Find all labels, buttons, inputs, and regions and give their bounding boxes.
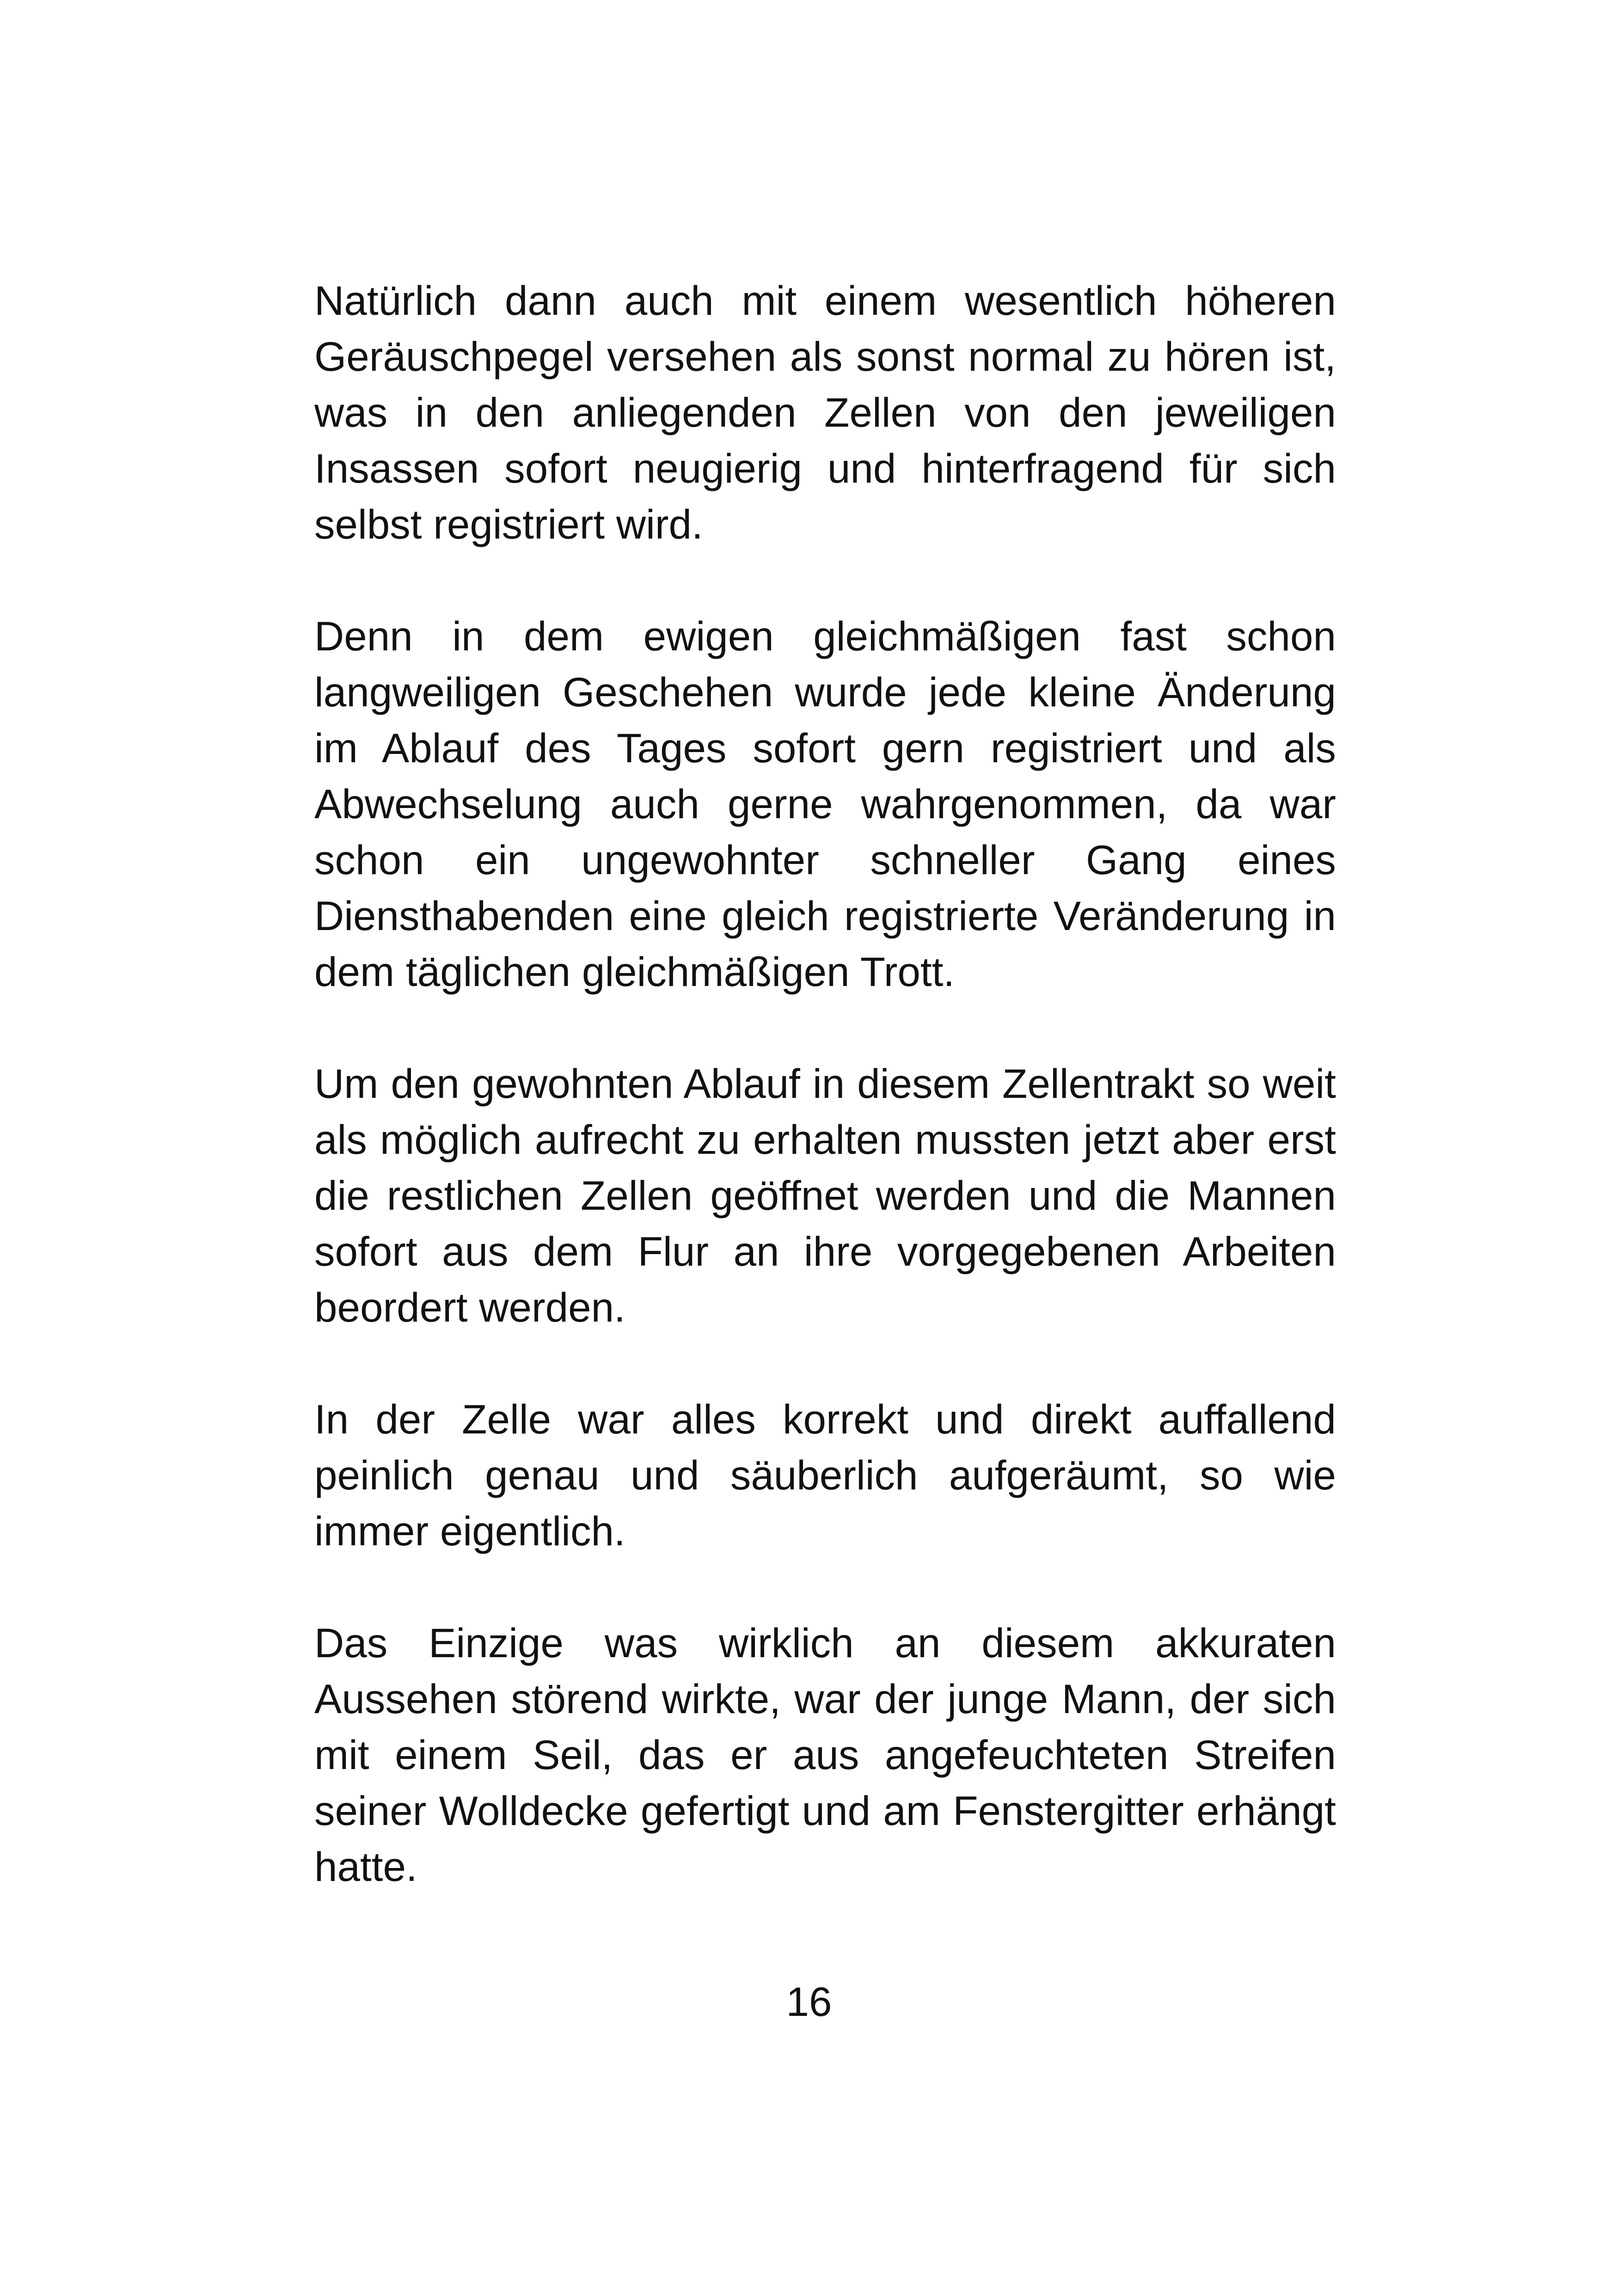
paragraph-3: Um den gewohnten Ablauf in diesem Zellentrakt so weit als möglich aufrecht zu erhalten mussten jetzt aber erst die restlichen Zellen geöffnet werden und die Mannen sofort aus dem Flur an ihre vorgegebenen Arbeiten beordert werden.	[314, 1060, 1336, 1330]
paragraph-4: In der Zelle war alles korrekt und direkt auffallend peinlich genau und säuberlich aufgeräumt, so wie immer eigentlich.	[314, 1396, 1336, 1554]
paragraph-1: Natürlich dann auch mit einem wesentlich höheren Geräuschpegel versehen als sonst normal zu hören ist, was in den anliegenden Zellen von den jeweiligen Insassen sofort neugierig und hinterfragend für sich selbst registriert wird.	[314, 277, 1336, 547]
body-text	[314, 273, 1336, 1951]
paragraph-2: Denn in dem ewigen gleichmäßigen fast schon langweiligen Geschehen wurde jede kleine Änderung im Ablauf des Tages sofort gern registriert und als Abwechselung auch gerne wahrgenommen, da war schon ein ungewohnter schneller Gang eines Diensthabenden eine gleich registrierte Veränderung in dem täglichen gleichmäßigen Trott.	[314, 613, 1336, 995]
paragraph-5: Das Einzige was wirklich an diesem akkuraten Aussehen störend wirkte, war der junge Mann, der sich mit einem Seil, das er aus angefeuchteten Streifen seiner Wolldecke gefertigt und am Fenstergitter erhängt hatte.	[314, 1620, 1336, 1890]
page-number: 16	[786, 1978, 832, 2025]
